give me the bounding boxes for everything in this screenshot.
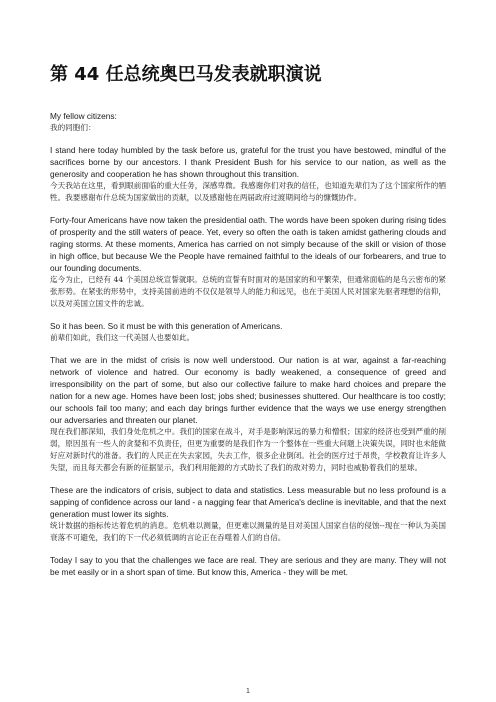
paragraph	[50, 110, 446, 134]
paragraph-english: These are the indicators of crisis, subject to data and statistics. Less measurable but no less profound is a sapping of confidence across our land - a nagging fear that America's decline is inevitable, and that the next generation must lower its sights.	[50, 485, 446, 519]
paragraph-chinese: 我的同胞们：	[50, 123, 96, 132]
paragraph	[50, 320, 446, 344]
paragraph-english: That we are in the midst of crisis is now well understood. Our nation is at war, against a far-reaching network of violence and hatred. Our economy is badly weakened, a consequence of greed and irresponsibility on the part of some, but also our collective failure to make hard choices and prepare the nation for a new age. Homes have been lost; jobs shed; businesses shuttered. Our healthcare is too costly; our schools fail too many; and each day brings further evidence that the ways we use energy strengthen our adversaries and threaten our planet.	[50, 355, 446, 425]
paragraph-english: My fellow citizens:	[50, 111, 117, 121]
paragraph-chinese: 迄今为止，已经有 44 个美国总统宣誓就职。总统的宣誓有时面对的是国家的和平繁荣，但通常面临的是乌云密布的紧张形势。在紧张的形势中，支持美国前进的不仅仅是领导人的能力和远见，也在于美国人民对国家先驱者理想的信仰，以及对美国立国文件的忠诚。	[50, 275, 446, 308]
paragraph	[50, 354, 446, 474]
paragraph-english: So it has been. So it must be with this generation of Americans.	[50, 321, 283, 331]
paragraph-chinese: 今天我站在这里，看到眼前面临的重大任务，深感卑微。我感谢你们对我的信任，也知道先辈们为了这个国家所作的牺牲。我要感谢布什总统为国家做出的贡献，以及感谢他在两届政府过渡期间给与的慷慨协作。	[50, 181, 446, 202]
page-number: 1	[246, 688, 250, 695]
paragraph-chinese: 统计数据的指标传达着危机的消息。危机难以测量，但更难以测量的是目对美国人国家自信的侵蚀--现在一种认为美国衰落不可避免，我们的下一代必须低调的言论正在吞噬着人们的自信。	[50, 521, 446, 542]
paragraph	[50, 484, 446, 544]
paragraph	[50, 214, 446, 310]
paragraph-chinese: 前辈们如此，我们这一代美国人也要如此。	[50, 333, 195, 342]
paragraph-chinese: 现在我们都深知，我们身处危机之中。我们的国家在战斗，对手是影响深远的暴力和憎恨；国家的经济也受到严重的削弱，原因虽有一些人的贪婪和不负责任，但更为重要的是我们作为一个整体在一些重大问题上决策失误，同时也未能做好应对新时代的准备。我们的人民正在失去家园，失去工作，很多企业倒闭。社会的医疗过于昂贵，学校教育让许多人失望，而且每天都会有新的征据显示，我们利用能源的方式助长了我们的敌对势力，同时也威胁着我们的星球。	[50, 427, 446, 472]
paragraph	[50, 554, 446, 578]
paragraph	[50, 144, 446, 204]
paragraph-english: Today I say to you that the challenges we face are real. They are serious and they are many. They will not be met easily or in a short span of time. But know this, America - they will be met.	[50, 555, 446, 577]
paragraph-english: Forty-four Americans have now taken the presidential oath. The words have been spoken during rising tides of prosperity and the still waters of peace. Yet, every so often the oath is taken amidst gathering clouds and raging storms. At these moments, America has carried on not simply because of the skill or vision of those in high office, but because We the People have remained faithful to the ideals of our forbearers, and true to our founding documents.	[50, 215, 446, 273]
paragraph-english: I stand here today humbled by the task before us, grateful for the trust you have bestowed, mindful of the sacrifices borne by our ancestors. I thank President Bush for his service to our nation, as well as the generosity and cooperation he has shown throughout this transition.	[50, 145, 446, 179]
document-title: 第 44 任总统奥巴马发表就职演说	[50, 64, 322, 85]
